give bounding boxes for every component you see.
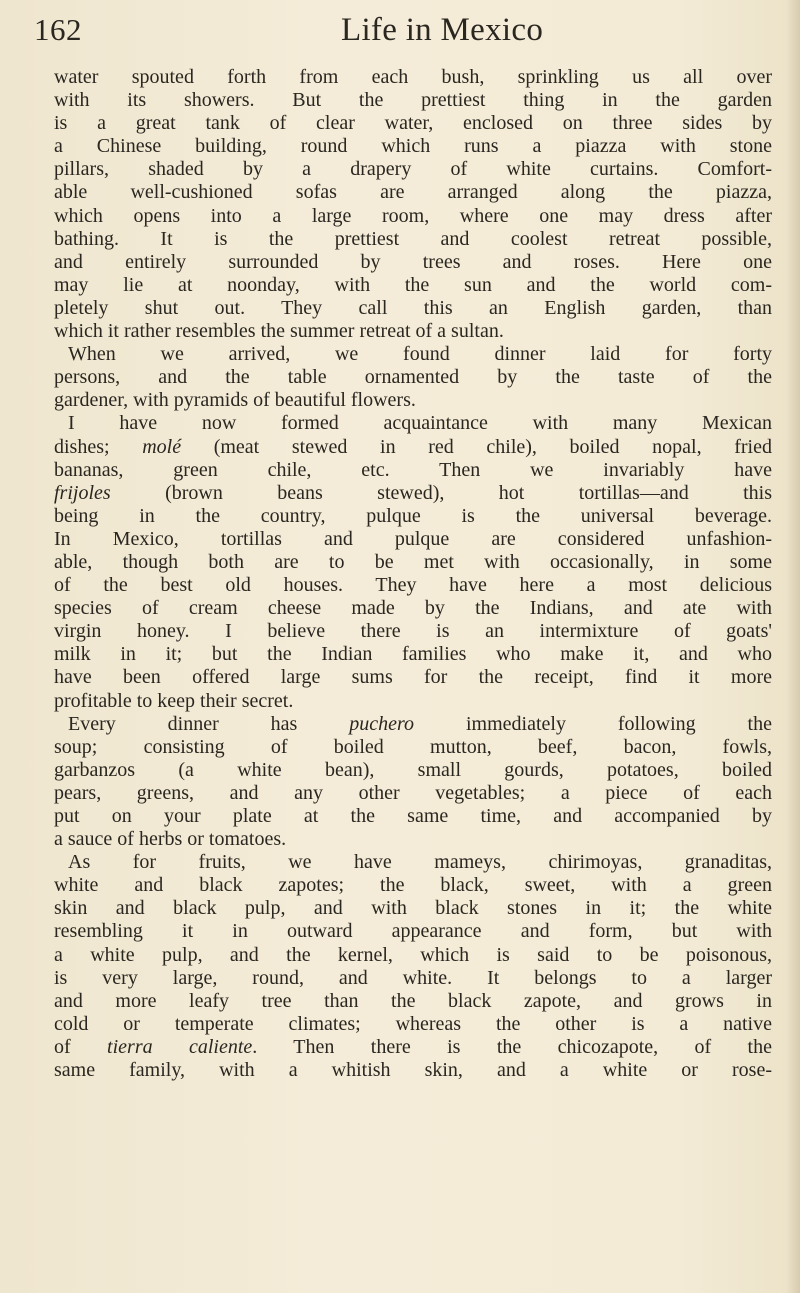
text-line: resembling it in outward appearance and form, but with	[54, 920, 772, 943]
text-line: pillars, shaded by a drapery of white curtains. Comfort-	[54, 158, 772, 181]
text-line: persons, and the table ornamented by the taste of the	[54, 366, 772, 389]
text-line: is very large, round, and white. It belongs to a larger	[54, 966, 772, 989]
text-line: bathing. It is the prettiest and coolest retreat possible,	[54, 227, 772, 250]
text-line: dishes; molé (meat stewed in red chile), boiled nopal, fried	[54, 435, 772, 458]
text-line: of tierra caliente. Then there is the chicozapote, of the	[54, 1035, 772, 1058]
page-number: 162	[34, 12, 82, 47]
body-text	[54, 66, 772, 1082]
text-line: When we arrived, we found dinner laid for forty	[68, 343, 772, 366]
text-line: milk in it; but the Indian families who make it, and who	[54, 643, 772, 666]
text-line: white and black zapotes; the black, sweet, with a green	[54, 874, 772, 897]
running-head-title: Life in Mexico	[341, 12, 544, 48]
text-line: which opens into a large room, where one may dress after	[54, 204, 772, 227]
text-line: pletely shut out. They call this an English garden, than	[54, 296, 772, 319]
text-line: water spouted forth from each bush, sprinkling us all over	[54, 66, 772, 88]
text-line: pears, greens, and any other vegetables; a piece of each	[54, 781, 772, 804]
text-line: able, though both are to be met with occasionally, in some	[54, 550, 772, 573]
text-line: Every dinner has puchero immediately following the	[68, 712, 772, 735]
text-line: of the best old houses. They have here a most delicious	[54, 574, 772, 597]
page-header	[34, 12, 774, 60]
text-line: is a great tank of clear water, enclosed on three sides by	[54, 112, 772, 135]
text-line: frijoles (brown beans stewed), hot tortillas—and this	[54, 481, 772, 504]
text-line: species of cream cheese made by the Indians, and ate with	[54, 597, 772, 620]
page-edge-shadow	[786, 0, 800, 1293]
text-line: put on your plate at the same time, and accompanied by	[54, 805, 772, 827]
text-line: a sauce of herbs or tomatoes.	[54, 828, 287, 851]
text-line: virgin honey. I believe there is an intermixture of goats'	[54, 620, 772, 643]
text-line: I have now formed acquaintance with many Mexican	[68, 412, 772, 435]
text-line: a white pulp, and the kernel, which is said to be poisonous,	[54, 943, 772, 966]
text-line: skin and black pulp, and with black stones in it; the white	[54, 897, 772, 920]
text-line: In Mexico, tortillas and pulque are considered unfashion-	[54, 527, 772, 550]
text-line: which it rather resembles the summer retreat of a sultan.	[54, 320, 504, 343]
text-line: with its showers. But the prettiest thing in the garden	[54, 89, 772, 112]
text-line: have been offered large sums for the receipt, find it more	[54, 666, 772, 689]
text-line: being in the country, pulque is the universal beverage.	[54, 504, 772, 527]
text-line: cold or temperate climates; whereas the other is a native	[54, 1012, 772, 1035]
text-line: profitable to keep their secret.	[54, 689, 294, 712]
text-line: and more leafy tree than the black zapote, and grows in	[54, 989, 772, 1012]
text-line: soup; consisting of boiled mutton, beef, bacon, fowls,	[54, 735, 772, 758]
text-line: As for fruits, we have mameys, chirimoyas, granaditas,	[68, 851, 772, 874]
text-line: and entirely surrounded by trees and roses. Here one	[54, 250, 772, 273]
text-line: able well-cushioned sofas are arranged along the piazza,	[54, 181, 772, 204]
text-line: may lie at noonday, with the sun and the world com-	[54, 273, 772, 296]
text-line: a Chinese building, round which runs a piazza with stone	[54, 135, 772, 158]
text-line: garbanzos (a white bean), small gourds, potatoes, boiled	[54, 758, 772, 781]
text-line: bananas, green chile, etc. Then we invariably have	[54, 458, 772, 481]
text-line: gardener, with pyramids of beautiful flowers.	[54, 389, 416, 412]
text-line: same family, with a whitish skin, and a white or rose-	[54, 1059, 772, 1082]
